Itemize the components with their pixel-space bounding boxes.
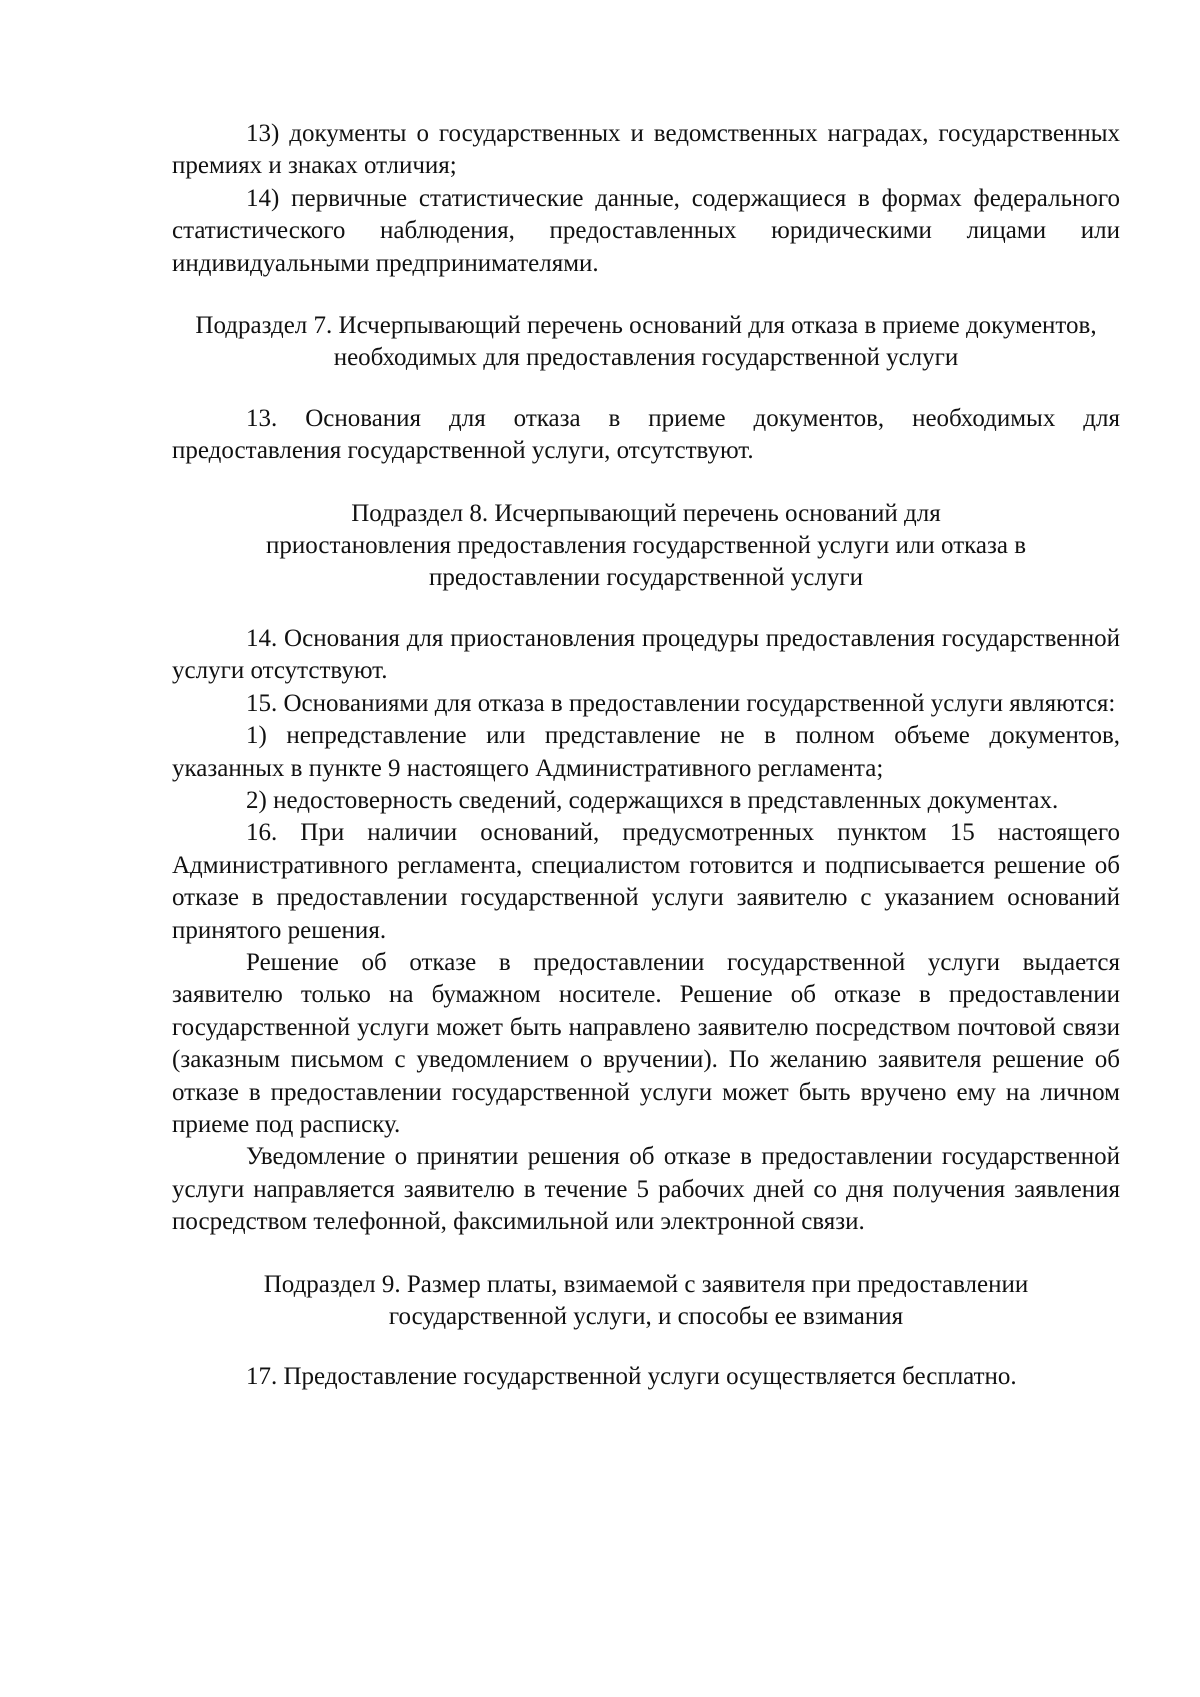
spacer [172,1333,1120,1361]
paragraph-16: 16. При наличии оснований, предусмотренных пунктом 15 настоящего Административного регламента, специалистом готовится и подписывается решение об отказе в предоставлении государственной услуги заявителю с указанием оснований принятого решения. [172,819,1120,944]
spacer [172,375,1120,403]
document-body [172,118,1120,1394]
paragraph-16-notification: Уведомление о принятии решения об отказе в предоставлении государственной услуги направляется заявителю в течение 5 рабочих дней со дня получения заявления посредством телефонной, факсимильной или электронной связи. [172,1143,1120,1236]
subsection-9-heading [172,1269,1120,1334]
subsection-8-heading [172,498,1120,595]
spacer [172,1239,1120,1269]
paragraph-17: 17. Предоставление государственной услуги осуществляется бесплатно. [246,1363,1017,1391]
paragraph-14: 14. Основания для приостановления процедуры предоставления государственной услуги отсутствуют. [172,624,1120,685]
subsection-7-heading: Подраздел 7. Исчерпывающий перечень оснований для отказа в приеме документов, необходимых для предоставления государственной услуги [195,312,1097,372]
paragraph-15-item-1: 1) непредставление или представление не в полном объеме документов, указанных в пункте 9 настоящего Административного регламента; [172,722,1120,782]
list-item-14: 14) первичные статистические данные, содержащиеся в формах федерального статистического наблюдения, предоставленных юридическими лицами или индивидуальными предпринимателями. [172,184,1120,277]
paragraph-15-item-2: 2) недостоверность сведений, содержащихся в представленных документах. [246,786,1059,814]
paragraph-15: 15. Основаниями для отказа в предоставлении государственной услуги являются: [246,689,1116,717]
paragraph-16-refusal-delivery: Решение об отказе в предоставлении государственной услуги выдается заявителю только на бумажном носителе. Решение об отказе в предоставлении государственной услуги может быть направлено заявителю посредством почтовой связи (заказным письмом с уведомлением о вручении). По желанию заявителя решение об отказе в предоставлении государственной услуги может быть вручено ему на личном приеме под расписку. [172,948,1120,1138]
spacer [172,595,1120,623]
subsection-9-heading-line-1: Подраздел 9. Размер платы, взимаемой с заявителя при предоставлении [263,1270,1029,1298]
spacer [172,468,1120,498]
subsection-8-heading-line-2: приостановления предоставления государственной услуги или отказа в [265,532,1027,560]
subsection-9-heading-line-2: государственной услуги, и способы ее взимания [388,1303,904,1330]
spacer [172,280,1120,310]
list-item-13: 13) документы о государственных и ведомственных наградах, государственных премиях и знаках отличия; [172,120,1120,180]
subsection-8-heading-line-1: Подраздел 8. Исчерпывающий перечень оснований для [351,499,941,527]
paragraph-13: 13. Основания для отказа в приеме документов, необходимых для предоставления государственной услуги, отсутствуют. [172,404,1120,465]
subsection-8-heading-line-3: предоставлении государственной услуги [429,564,863,592]
